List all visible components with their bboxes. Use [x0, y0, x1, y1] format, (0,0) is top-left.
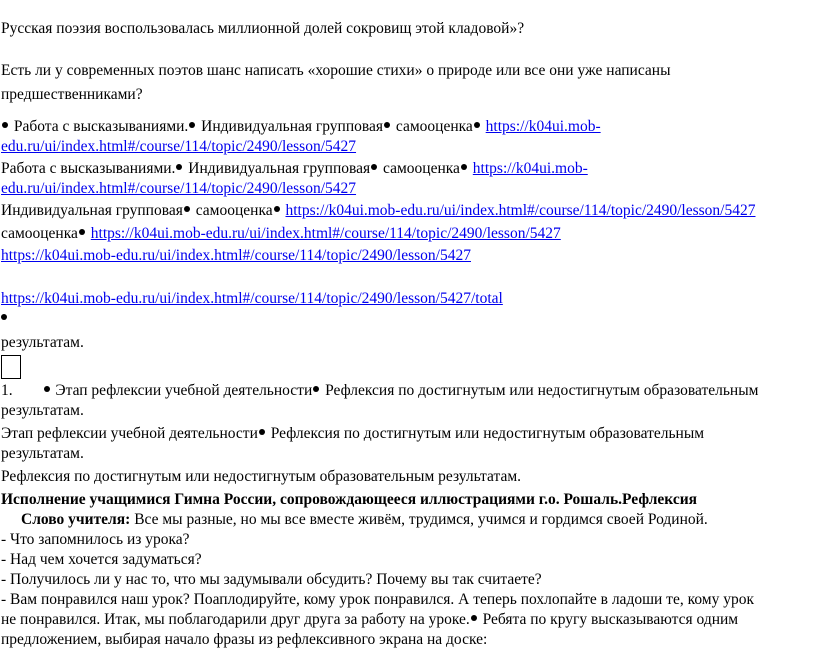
bullet-icon [1, 314, 7, 320]
text-etap: Этап рефлексии учебной деятельности [55, 382, 313, 399]
bullet-icon [474, 122, 480, 128]
list-line-1b [1, 137, 356, 157]
text-samo: самооценка [383, 160, 460, 177]
bullet-icon [313, 386, 319, 392]
bullet-icon [461, 164, 467, 170]
text-samo: самооценка [195, 202, 273, 219]
text-reflection: Рефлексия по достигнутым или недостигнутым образовательным [325, 382, 759, 399]
lesson-link[interactable]: https://k04ui.mob-edu.ru/ui/index.html#/course/114/topic/2490/lesson/5427 [90, 225, 561, 242]
text-rabota: Работа с высказываниями. [13, 118, 189, 135]
etap-line-b: результатам. [1, 445, 84, 462]
list-line-4 [1, 224, 561, 244]
text-indiv: Индивидуальная групповая [201, 118, 384, 135]
text-indiv: Индивидуальная групповая [1, 202, 183, 219]
lesson-total-link[interactable]: https://k04ui.mob-edu.ru/ui/index.html#/course/114/topic/2490/lesson/5427/total [1, 290, 503, 307]
lesson-link[interactable]: https://k04ui.mob-edu.ru/ui/index.html#/course/114/topic/2490/lesson/5427 [1, 247, 471, 264]
bullet-icon [259, 429, 265, 435]
reflection-line: Рефлексия по достигнутым или недостигнутым образовательным результатам. [1, 468, 522, 485]
bullet-icon [371, 164, 377, 170]
etap-line [1, 424, 704, 444]
lesson-link-part-b[interactable]: edu.ru/ui/index.html#/course/114/topic/2490/lesson/5427 [1, 138, 357, 155]
bullet-icon [176, 164, 182, 170]
list-line-2b [1, 179, 356, 199]
empty-table-cell [1, 355, 21, 379]
standalone-bullet [1, 309, 9, 329]
list-line-2 [1, 159, 588, 179]
list-number: 1. [1, 382, 13, 399]
question-line-2a: Есть ли у современных поэтов шанс написать «хорошие стихи» о природе или все они уже написаны [1, 62, 671, 79]
lesson-link-part-b[interactable]: edu.ru/ui/index.html#/course/114/topic/2490/lesson/5427 [1, 180, 357, 197]
bullet-icon [2, 122, 8, 128]
teacher-label: Слово учителя: [21, 511, 131, 528]
list-line-3 [1, 201, 756, 221]
lesson-link-part-a[interactable]: https://k04ui.mob- [485, 118, 601, 135]
bullet-icon [189, 122, 195, 128]
bullet-icon [384, 122, 390, 128]
text-samo: самооценка [1, 225, 78, 242]
dialog-text: не понравился. Итак, мы поблагодарили друг друга за работу на уроке. [1, 611, 470, 628]
dialog-line-1: - Что запомнилось из урока? [1, 531, 190, 548]
numbered-line-1b: результатам. [1, 402, 84, 419]
numbered-line-1 [1, 381, 758, 401]
list-line-1 [1, 117, 601, 137]
dialog-line-4b [1, 610, 738, 630]
list-line-6 [1, 289, 503, 309]
text-reflection: Рефлексия по достигнутым или недостигнутым образовательным [270, 425, 705, 442]
question-line-2b: предшественниками? [1, 86, 143, 103]
anthem-heading: Исполнение учащимися Гимна России, сопровождающееся иллюстрациями г.о. Рошаль.Рефлексия [1, 491, 698, 508]
bullet-icon [184, 206, 190, 212]
teacher-line [1, 510, 708, 530]
text-etap: Этап рефлексии учебной деятельности [1, 425, 258, 442]
bullet-icon [44, 386, 50, 392]
text-samo: самооценка [395, 118, 473, 135]
results-line: результатам. [1, 334, 84, 351]
text-indiv: Индивидуальная групповая [188, 160, 371, 177]
teacher-text: Все мы разные, но мы все вместе живём, трудимся, учимся и гордимся своей Родиной. [130, 511, 708, 528]
dialog-line-3: - Получилось ли у нас то, что мы задумывали обсудить? Почему вы так считаете? [1, 571, 542, 588]
lesson-link-part-a[interactable]: https://k04ui.mob- [472, 160, 588, 177]
bullet-icon [79, 229, 85, 235]
bullet-icon [274, 206, 280, 212]
bullet-icon [471, 615, 477, 621]
list-line-5 [1, 246, 471, 266]
dialog-text-cont: Ребята по кругу высказываются одним [478, 611, 739, 628]
dialog-line-5: предложением, выбирая начало фразы из рефлексивного экрана на доске: [1, 631, 488, 648]
lesson-link[interactable]: https://k04ui.mob-edu.ru/ui/index.html#/course/114/topic/2490/lesson/5427 [285, 202, 756, 219]
dialog-line-2: - Над чем хочется задуматься? [1, 551, 202, 568]
text-rabota: Работа с высказываниями. [1, 160, 176, 177]
question-line-1: Русская поэзия воспользовалась миллионной долей сокровищ этой кладовой»? [1, 20, 525, 37]
dialog-line-4a: - Вам понравился наш урок? Поаплодируйте, кому урок понравился. А теперь похлопайте в ладоши те, кому урок [1, 591, 754, 608]
